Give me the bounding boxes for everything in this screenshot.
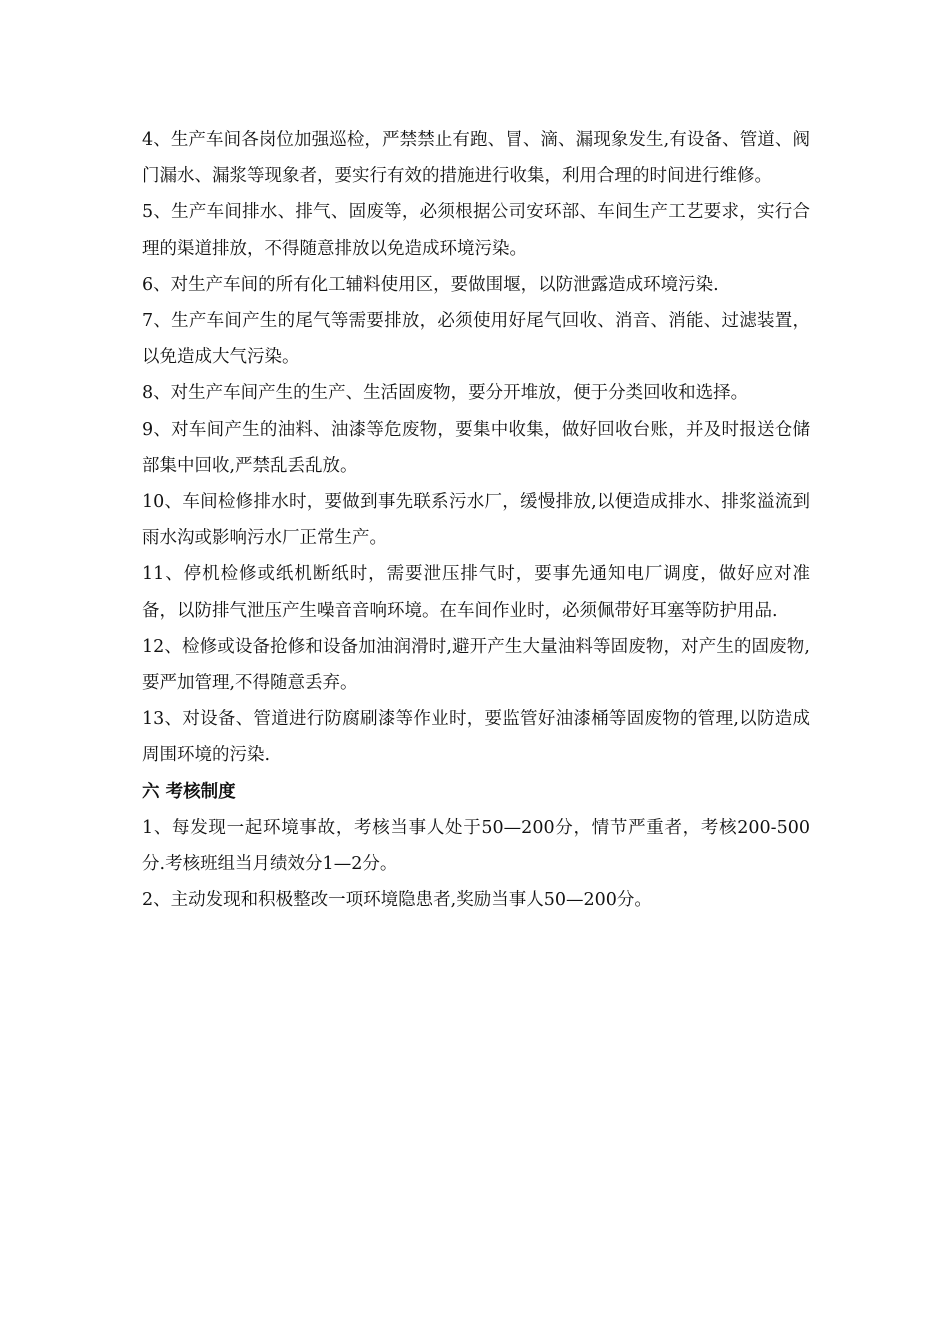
document-body [142,122,810,918]
rule-item-4: 4、生产车间各岗位加强巡检，严禁禁止有跑、冒、滴、漏现象发生,有设备、管道、阀门漏水、漏浆等现象者，要实行有效的措施进行收集，利用合理的时间进行维修。 [142,130,810,187]
assessment-item-1: 1、每发现一起环境事故，考核当事人处于50—200分，情节严重者，考核200-500分.考核班组当月绩效分1—2分。 [142,817,810,875]
rule-item-13: 13、对设备、管道进行防腐刷漆等作业时，要监管好油漆桶等固废物的管理,以防造成周围环境的污染. [142,709,810,766]
rule-item-9: 9、对车间产生的油料、油漆等危废物，要集中收集，做好回收台账，并及时报送仓储部集中回收,严禁乱丢乱放。 [142,419,810,476]
rule-item-10: 10、车间检修排水时，要做到事先联系污水厂，缓慢排放,以便造成排水、排浆溢流到雨水沟或影响污水厂正常生产。 [142,492,810,549]
rule-item-6: 6、对生产车间的所有化工辅料使用区，要做围堰，以防泄露造成环境污染. [142,274,719,295]
rule-item-11: 11、停机检修或纸机断纸时，需要泄压排气时，要事先通知电厂调度，做好应对准备，以防排气泄压产生噪音音响环境。在车间作业时，必须佩带好耳塞等防护用品. [142,564,810,621]
rule-item-12: 12、检修或设备抢修和设备加油润滑时,避开产生大量油料等固废物，对产生的固废物,要严加管理,不得随意丢弃。 [142,636,810,694]
rule-item-8: 8、对生产车间产生的生产、生活固废物，要分开堆放，便于分类回收和选择。 [142,383,749,404]
rule-item-5: 5、生产车间排水、排气、固废等，必须根据公司安环部、车间生产工艺要求，实行合理的渠道排放，不得随意排放以免造成环境污染。 [142,202,810,259]
section-heading: 六 考核制度 [142,781,236,802]
rule-item-7: 7、生产车间产生的尾气等需要排放，必须使用好尾气回收、消音、消能、过滤装置，以免造成大气污染。 [142,311,810,368]
assessment-item-2: 2、主动发现和积极整改一项环境隐患者,奖励当事人50—200分。 [142,890,652,911]
